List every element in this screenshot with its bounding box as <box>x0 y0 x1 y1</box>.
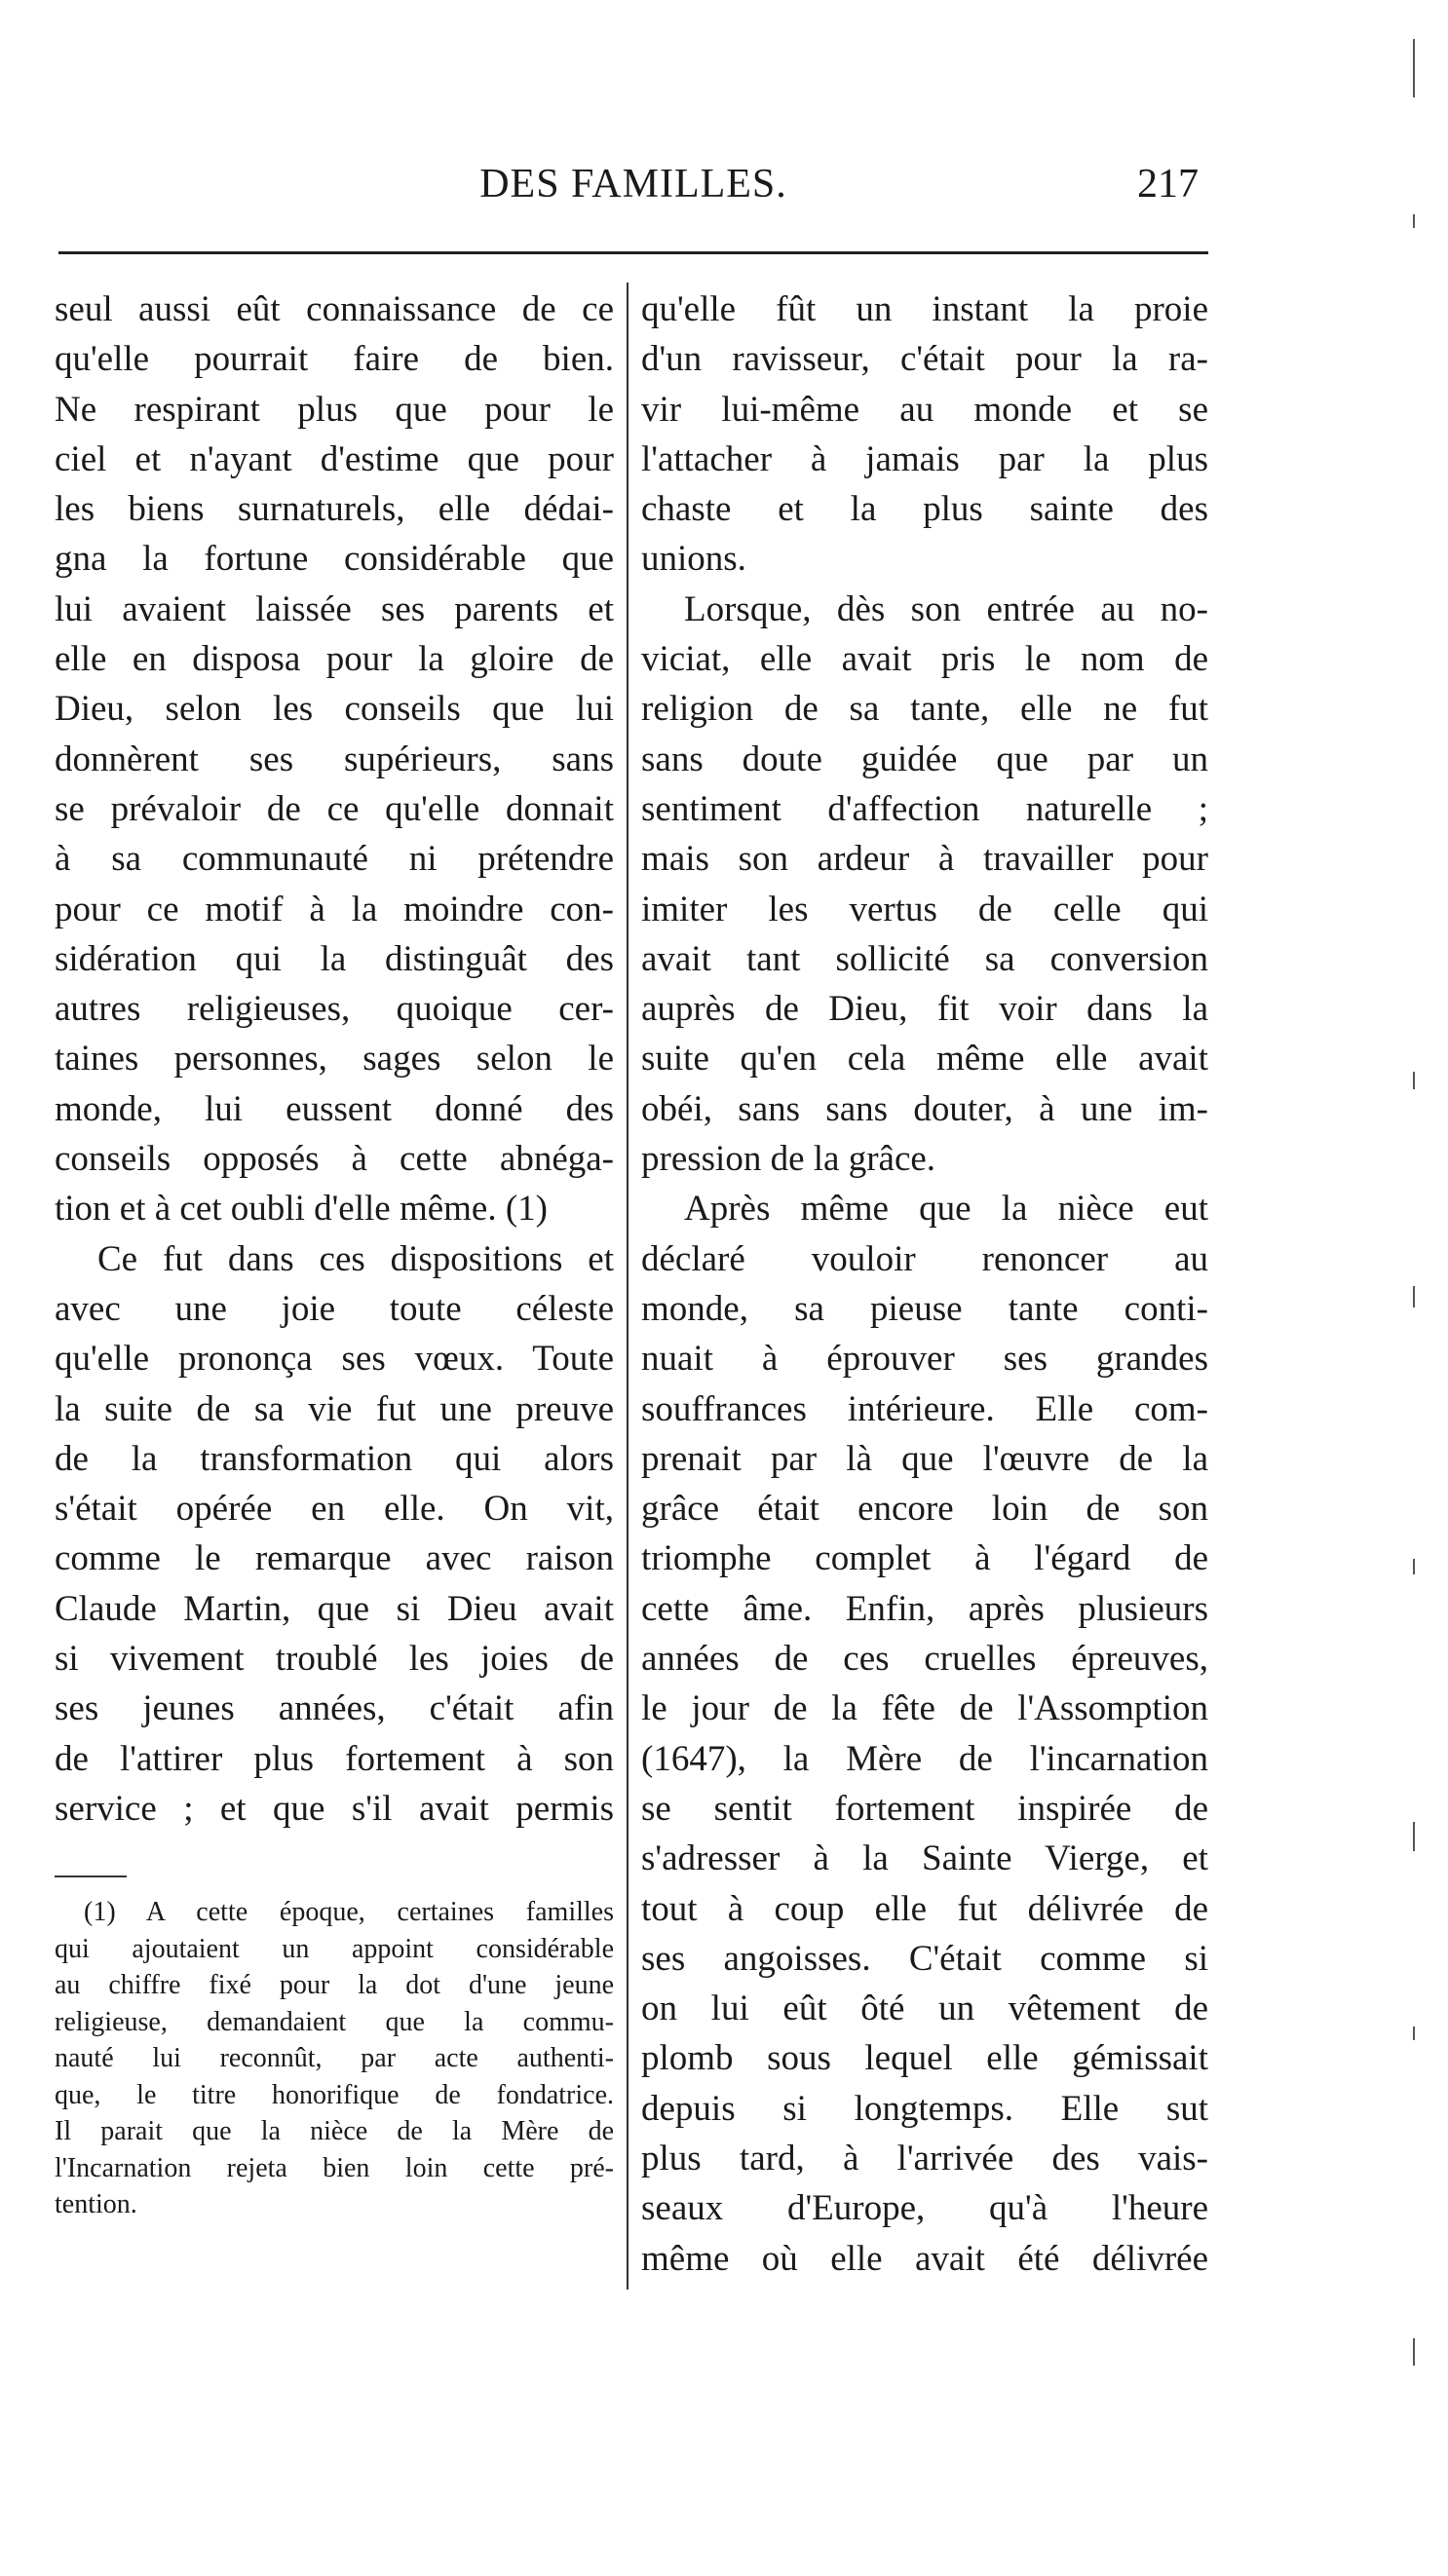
scan-mark <box>1413 1072 1415 1089</box>
page-number: 217 <box>1137 162 1199 207</box>
right-column <box>641 284 1208 2284</box>
text-line: imiter les vertus de celle qui <box>641 889 1208 929</box>
text-line: religion de sa tante, elle ne fut <box>641 689 1208 730</box>
text-line: qu'elle fût un instant la proie <box>641 289 1208 329</box>
footnote-rule <box>55 1875 127 1877</box>
column-divider <box>627 283 629 2290</box>
text-line: lui avaient laissée ses parents et <box>55 588 614 629</box>
text-line: cette âme. Enfin, après plusieurs <box>641 1588 1208 1629</box>
footnote-line: l'Incarnation rejeta bien loin cette pré- <box>55 2152 614 2183</box>
scan-mark <box>1413 214 1415 228</box>
text-line: sidération qui la distinguât des <box>55 938 614 979</box>
text-line: souffrances intérieure. Elle com- <box>641 1388 1208 1429</box>
text-line: s'était opérée en elle. On vit, <box>55 1489 614 1530</box>
text-line: vir lui-même au monde et se <box>641 389 1208 430</box>
scan-margin-marks <box>1403 39 1432 2475</box>
text-line: les biens surnaturels, elle dédai- <box>55 489 614 530</box>
text-line: tion et à cet oubli d'elle même. (1) <box>55 1189 548 1230</box>
text-line: se prévaloir de ce qu'elle donnait <box>55 788 614 829</box>
scan-mark <box>1413 39 1415 97</box>
text-line: plus tard, à l'arrivée des vais- <box>641 2138 1208 2178</box>
text-line: la suite de sa vie fut une preuve <box>55 1388 614 1429</box>
running-title: DES FAMILLES. <box>479 162 787 207</box>
footnote-line: nauté lui reconnût, par acte authenti- <box>55 2043 614 2073</box>
text-line: l'attacher à jamais par la plus <box>641 438 1208 479</box>
scan-mark <box>1413 2338 1415 2366</box>
text-line: obéi, sans sans douter, à une im- <box>641 1088 1208 1129</box>
text-line: chaste et la plus sainte des <box>641 489 1208 530</box>
text-line: avec une joie toute céleste <box>55 1288 614 1329</box>
text-line: si vivement troublé les joies de <box>55 1639 614 1680</box>
text-line: Ce fut dans ces dispositions et <box>97 1238 614 1279</box>
text-line: (1647), la Mère de l'incarnation <box>641 1738 1208 1779</box>
text-line: avait tant sollicité sa conversion <box>641 938 1208 979</box>
text-line: conseils opposés à cette abnéga- <box>55 1139 614 1180</box>
text-line: Claude Martin, que si Dieu avait <box>55 1588 614 1629</box>
footnote-line: que, le titre honorifique de fondatrice. <box>55 2079 614 2110</box>
text-line: on lui eût ôté un vêtement de <box>641 1989 1208 2029</box>
scan-mark <box>1413 1286 1415 1307</box>
text-line: mais son ardeur à travailler pour <box>641 839 1208 880</box>
header-rule <box>58 251 1208 254</box>
text-line: seul aussi eût connaissance de ce <box>55 289 614 329</box>
text-line: unions. <box>641 539 746 580</box>
text-line: de la transformation qui alors <box>55 1438 614 1479</box>
text-line: depuis si longtemps. Elle sut <box>641 2088 1208 2129</box>
footnote-line: qui ajoutaient un appoint considérable <box>55 1933 614 1964</box>
text-line: pour ce motif à la moindre con- <box>55 889 614 929</box>
text-line: donnèrent ses supérieurs, sans <box>55 739 614 779</box>
text-line: auprès de Dieu, fit voir dans la <box>641 989 1208 1030</box>
text-line: nuait à éprouver ses grandes <box>641 1339 1208 1380</box>
text-line: Ne respirant plus que pour le <box>55 389 614 430</box>
text-line: elle en disposa pour la gloire de <box>55 639 614 680</box>
text-line: viciat, elle avait pris le nom de <box>641 639 1208 680</box>
text-line: se sentit fortement inspirée de <box>641 1788 1208 1829</box>
text-line: prenait par là que l'œuvre de la <box>641 1438 1208 1479</box>
footnote-line: religieuse, demandaient que la commu- <box>55 2006 614 2037</box>
text-line: seaux d'Europe, qu'à l'heure <box>641 2188 1208 2229</box>
text-line: pression de la grâce. <box>641 1139 936 1180</box>
text-line: gna la fortune considérable que <box>55 539 614 580</box>
left-column <box>55 284 614 1834</box>
footnote-line: tention. <box>55 2189 137 2219</box>
text-line: de l'attirer plus fortement à son <box>55 1738 614 1779</box>
footnote-line: (1) A cette époque, certaines familles <box>84 1897 614 1927</box>
text-line: triomphe complet à l'égard de <box>641 1538 1208 1579</box>
text-line: monde, sa pieuse tante conti- <box>641 1288 1208 1329</box>
text-line: suite qu'en cela même elle avait <box>641 1039 1208 1080</box>
text-line: ses jeunes années, c'était afin <box>55 1688 614 1729</box>
text-line: d'un ravisseur, c'était pour la ra- <box>641 339 1208 380</box>
footnote <box>55 1894 614 2223</box>
text-line: Dieu, selon les conseils que lui <box>55 689 614 730</box>
footnote-line: Il parait que la nièce de la Mère de <box>55 2116 614 2146</box>
text-line: taines personnes, sages selon le <box>55 1039 614 1080</box>
text-line: autres religieuses, quoique cer- <box>55 989 614 1030</box>
text-line: ciel et n'ayant d'estime que pour <box>55 438 614 479</box>
scan-mark <box>1413 1822 1415 1851</box>
text-line: déclaré vouloir renoncer au <box>641 1238 1208 1279</box>
text-line: années de ces cruelles épreuves, <box>641 1639 1208 1680</box>
scan-mark <box>1413 2027 1415 2040</box>
text-line: Lorsque, dès son entrée au no- <box>684 588 1208 629</box>
text-line: qu'elle prononça ses vœux. Toute <box>55 1339 614 1380</box>
text-line: qu'elle pourrait faire de bien. <box>55 339 614 380</box>
text-line: grâce était encore loin de son <box>641 1489 1208 1530</box>
text-line: service ; et que s'il avait permis <box>55 1788 614 1829</box>
scan-mark <box>1413 1559 1415 1574</box>
text-line: monde, lui eussent donné des <box>55 1088 614 1129</box>
text-line: tout à coup elle fut délivrée de <box>641 1888 1208 1929</box>
text-line: sans doute guidée que par un <box>641 739 1208 779</box>
text-line: comme le remarque avec raison <box>55 1538 614 1579</box>
text-line: à sa communauté ni prétendre <box>55 839 614 880</box>
footnote-line: au chiffre fixé pour la dot d'une jeune <box>55 1970 614 2000</box>
text-line: Après même que la nièce eut <box>684 1189 1208 1230</box>
text-line: même où elle avait été délivrée <box>641 2238 1208 2279</box>
text-line: plomb sous lequel elle gémissait <box>641 2038 1208 2079</box>
text-line: sentiment d'affection naturelle ; <box>641 788 1208 829</box>
text-line: le jour de la fête de l'Assomption <box>641 1688 1208 1729</box>
text-line: ses angoisses. C'était comme si <box>641 1938 1208 1979</box>
text-line: s'adresser à la Sainte Vierge, et <box>641 1838 1208 1879</box>
